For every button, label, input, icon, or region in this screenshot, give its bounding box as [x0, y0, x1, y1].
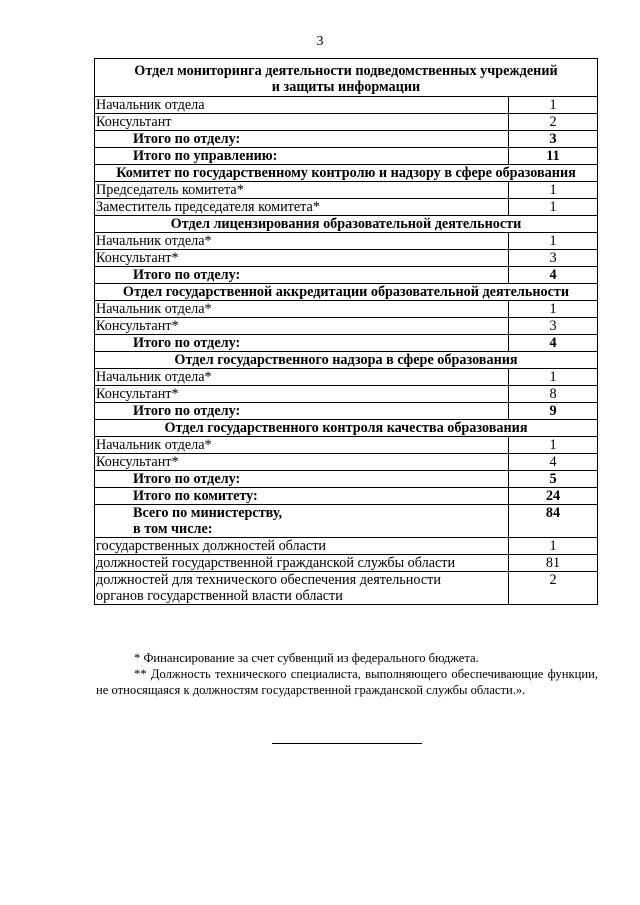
signature-line [272, 743, 422, 744]
total-count: 4 [509, 267, 598, 284]
position-count: 3 [509, 318, 598, 335]
total-row [95, 335, 598, 352]
position-count: 1 [509, 233, 598, 250]
total-label: Итого по отделу: [95, 403, 509, 420]
position-row [95, 437, 598, 454]
position-label: Начальник отдела [95, 97, 509, 114]
section-header: Отдел государственной аккредитации образовательной деятельности [95, 284, 598, 301]
total-label: Всего по министерству, в том числе: [95, 505, 509, 538]
position-row [95, 538, 598, 555]
footnote-technical-specialist: ** Должность технического специалиста, выполняющего обеспечивающие функции, не относящаяся к должностям государственной гражданской службы области.». [96, 667, 598, 697]
total-row [95, 471, 598, 488]
position-label: Председатель комитета* [95, 182, 509, 199]
position-label: Консультант [95, 114, 509, 131]
position-row [95, 369, 598, 386]
position-row [95, 233, 598, 250]
position-count: 1 [509, 437, 598, 454]
position-label: должностей для технического обеспечения деятельности органов государственной власти области [95, 572, 509, 605]
section-header-row [95, 59, 598, 97]
section-header-row [95, 420, 598, 437]
position-count: 81 [509, 555, 598, 572]
position-count: 2 [509, 114, 598, 131]
total-count: 5 [509, 471, 598, 488]
position-count: 1 [509, 182, 598, 199]
position-count: 1 [509, 97, 598, 114]
position-row [95, 250, 598, 267]
position-count: 1 [509, 301, 598, 318]
position-row [95, 572, 598, 605]
position-row [95, 182, 598, 199]
position-row [95, 386, 598, 403]
position-row [95, 454, 598, 471]
total-label: Итого по отделу: [95, 131, 509, 148]
total-row [95, 403, 598, 420]
position-count: 1 [509, 199, 598, 216]
total-count: 24 [509, 488, 598, 505]
section-header: Отдел государственного контроля качества образования [95, 420, 598, 437]
position-label: Консультант* [95, 386, 509, 403]
section-header-row [95, 284, 598, 301]
position-label: Начальник отдела* [95, 437, 509, 454]
total-label: Итого по отделу: [95, 471, 509, 488]
position-label: Консультант* [95, 454, 509, 471]
position-label: должностей государственной гражданской службы области [95, 555, 509, 572]
total-count: 3 [509, 131, 598, 148]
section-header: Отдел мониторинга деятельности подведомственных учреждений и защиты информации [95, 59, 598, 97]
page-number: 3 [316, 34, 324, 49]
total-row [95, 148, 598, 165]
total-count: 11 [509, 148, 598, 165]
position-count: 1 [509, 369, 598, 386]
total-label: Итого по отделу: [95, 267, 509, 284]
section-header-row [95, 216, 598, 233]
total-count: 9 [509, 403, 598, 420]
section-header-row [95, 165, 598, 182]
position-count: 4 [509, 454, 598, 471]
position-label: Начальник отдела* [95, 369, 509, 386]
total-count: 4 [509, 335, 598, 352]
section-header: Отдел государственного надзора в сфере образования [95, 352, 598, 369]
position-count: 3 [509, 250, 598, 267]
section-header: Комитет по государственному контролю и надзору в сфере образования [95, 165, 598, 182]
footnote-subvention: * Финансирование за счет субвенций из федерального бюджета. [134, 651, 479, 665]
position-label: Начальник отдела* [95, 233, 509, 250]
position-label: Консультант* [95, 318, 509, 335]
position-count: 1 [509, 538, 598, 555]
position-label: Заместитель председателя комитета* [95, 199, 509, 216]
position-row [95, 97, 598, 114]
position-label: Начальник отдела* [95, 301, 509, 318]
total-label: Итого по отделу: [95, 335, 509, 352]
position-row [95, 555, 598, 572]
position-row [95, 114, 598, 131]
position-row [95, 301, 598, 318]
position-row [95, 199, 598, 216]
position-row [95, 318, 598, 335]
section-header-row [95, 352, 598, 369]
position-count: 8 [509, 386, 598, 403]
position-count: 2 [509, 572, 598, 605]
position-label: государственных должностей области [95, 538, 509, 555]
staff-table [94, 58, 598, 605]
total-row [95, 131, 598, 148]
section-header: Отдел лицензирования образовательной деятельности [95, 216, 598, 233]
position-label: Консультант* [95, 250, 509, 267]
footnotes [96, 650, 598, 698]
total-label: Итого по управлению: [95, 148, 509, 165]
total-row [95, 488, 598, 505]
total-row [95, 267, 598, 284]
total-count: 84 [509, 505, 598, 538]
total-row [95, 505, 598, 538]
total-label: Итого по комитету: [95, 488, 509, 505]
staff-table-body [95, 59, 598, 605]
